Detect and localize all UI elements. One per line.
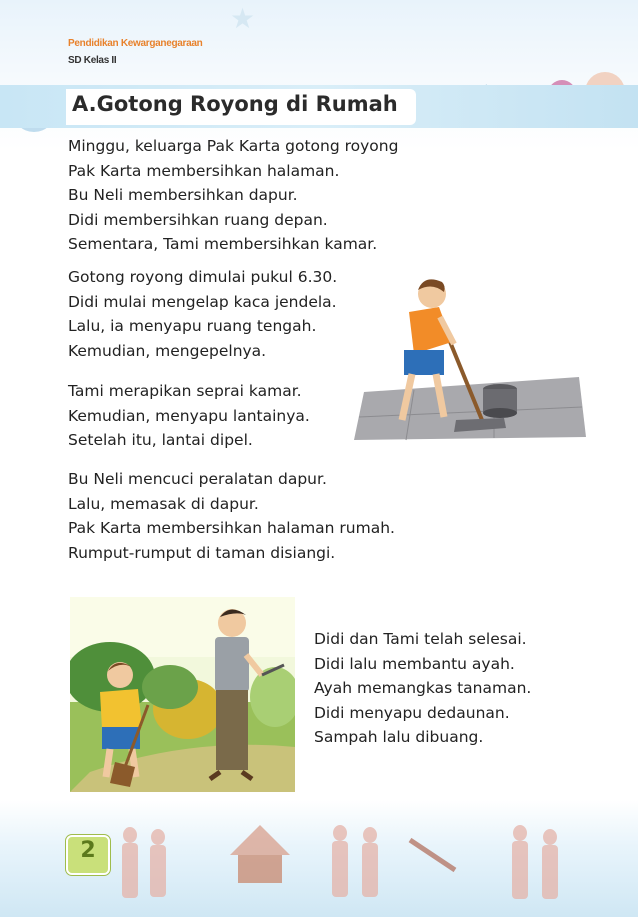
text-line: Didi mulai mengelap kaca jendela. bbox=[68, 292, 337, 311]
section-number: A. bbox=[72, 92, 97, 116]
text-line: Bu Neli membersihkan dapur. bbox=[68, 186, 298, 204]
section-title-text: Gotong Royong di Rumah bbox=[96, 92, 398, 116]
text-line: Lalu, ia menyapu ruang tengah. bbox=[68, 317, 317, 335]
text-line: Kemudian, menyapu lantainya. bbox=[68, 406, 310, 425]
text-line: Bu Neli mencuci peralatan dapur. bbox=[68, 470, 327, 488]
yard-cleaning-illustration bbox=[70, 597, 295, 792]
paragraph bbox=[314, 627, 531, 750]
text-line: Sementara, Tami membersihkan kamar. bbox=[68, 235, 378, 253]
boy-mopping-illustration bbox=[354, 262, 594, 442]
text-line: Lalu, memasak di dapur. bbox=[68, 494, 259, 513]
star-icon: ★ bbox=[230, 2, 256, 35]
book-grade: SD Kelas II bbox=[68, 55, 117, 66]
text-line: Didi dan Tami telah selesai. bbox=[314, 630, 527, 648]
section-title bbox=[72, 92, 398, 116]
text-line: Pak Karta membersihkan halaman. bbox=[68, 161, 340, 180]
paragraph bbox=[68, 379, 310, 453]
text-line: Tami merapikan seprai kamar. bbox=[68, 382, 302, 400]
page-number: 2 bbox=[80, 838, 96, 863]
traditional-figures-decoration bbox=[110, 815, 630, 915]
paragraph bbox=[68, 265, 337, 363]
text-line: Gotong royong dimulai pukul 6.30. bbox=[68, 268, 338, 286]
text-line: Kemudian, mengepelnya. bbox=[68, 341, 267, 360]
paragraph bbox=[68, 134, 398, 257]
text-line: Sampah lalu dibuang. bbox=[314, 728, 484, 746]
text-line: Setelah itu, lantai dipel. bbox=[68, 431, 253, 449]
text-line: Ayah memangkas tanaman. bbox=[314, 679, 532, 697]
paragraph bbox=[68, 467, 395, 565]
text-line: Minggu, keluarga Pak Karta gotong royong bbox=[68, 137, 399, 155]
text-line: Didi menyapu dedaunan. bbox=[314, 703, 510, 722]
text-line: Didi membersihkan ruang depan. bbox=[68, 210, 328, 229]
text-line: Didi lalu membantu ayah. bbox=[314, 654, 515, 673]
book-subject: Pendidikan Kewarganegaraan bbox=[68, 38, 203, 49]
text-line: Rumput-rumput di taman disiangi. bbox=[68, 543, 336, 562]
text-line: Pak Karta membersihkan halaman rumah. bbox=[68, 519, 395, 537]
